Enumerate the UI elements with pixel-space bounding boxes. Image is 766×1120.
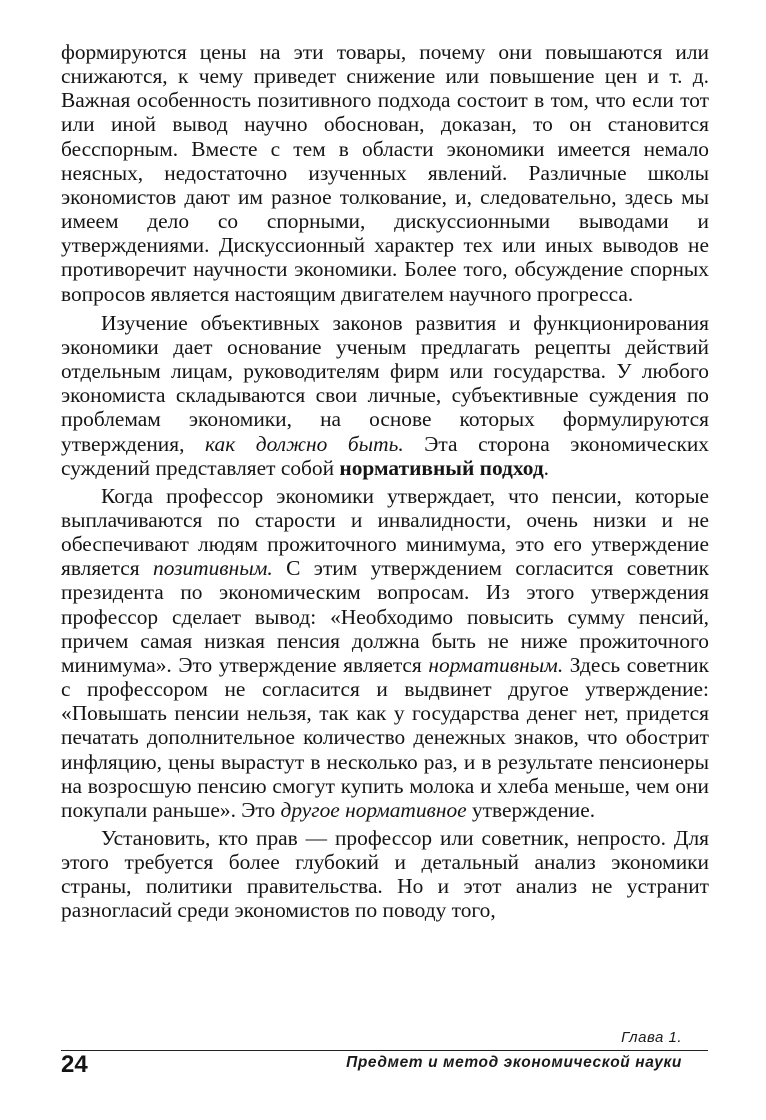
emphasis-normative: нормативным. [428, 652, 564, 677]
emphasis-other-normative: другое нормативное [280, 797, 467, 822]
running-footer-chapter: Глава 1. [621, 1029, 682, 1046]
paragraph-1: формируются цены на эти товары, почему они повышаются или снижаются, к чему приведет снижение или повышение цен и т. д. Важная особенность позитивного подхода состоит в том, что если тот или иной вывод научно обоснован, доказан, то он становится бесспорным. Вместе с тем в области экономики имеется немало неясных, недостаточно изученных явлений. Различные школы экономистов дают им разное толкование, и, следовательно, здесь мы имеем дело со спорными, дискуссионными выводами и утверждениями. Дискуссионный характер тех или иных выводов не противоречит научности экономики. Более того, обсуждение спорных вопросов является настоящим двигателем научного прогресса. [61, 40, 709, 306]
paragraph-4: Установить, кто прав — профессор или советник, непросто. Для этого требуется более глубокий и детальный анализ экономики страны, политики правительства. Но и этот анализ не устранит разногласий среди экономистов по поводу того, [61, 826, 709, 923]
footer-divider [61, 1050, 708, 1051]
page-number: 24 [61, 1051, 88, 1078]
running-footer-title: Предмет и метод экономической науки [346, 1054, 682, 1071]
paragraph-3: Когда профессор экономики утверждает, что пенсии, которые выплачиваются по старости и инвалидности, очень низки и не обеспечивают людям прожиточного минимума, это его утверждение является позитивным. С этим утверждением согласится советник президента по экономическим вопросам. Из этого утверждения профессор сделает вывод: «Необходимо повысить сумму пенсий, причем самая низкая пенсия должна быть не ниже прожиточного минимума». Это утверждение является нормативным. Здесь советник с профессором не согласится и выдвинет другое утверждение: «Повышать пенсии нельзя, так как у государства денег нет, придется печатать дополнительное количество денежных знаков, что обострит инфляцию, цены вырастут в несколько раз, и в результате пенсионеры на возросшую пенсию смогут купить молока и хлеба меньше, чем они покупали раньше». Это другое нормативное утверждение. [61, 483, 709, 822]
emphasis-how-it-should-be: как должно быть. [205, 431, 404, 456]
paragraph-2: Изучение объективных законов развития и функционирования экономики дает основание ученым предлагать рецепты действий отдельным лицам, руководителям фирм или государства. У любого экономиста складываются свои личные, субъективные суждения по проблемам экономики, на основе которых формулируются утверждения, как должно быть. Эта сторона экономических суждений представляет собой нормативный подход. [61, 310, 709, 480]
emphasis-positive: позитивным. [153, 556, 273, 581]
page-body [61, 40, 709, 923]
term-normative-approach: нормативный подход [339, 455, 544, 480]
